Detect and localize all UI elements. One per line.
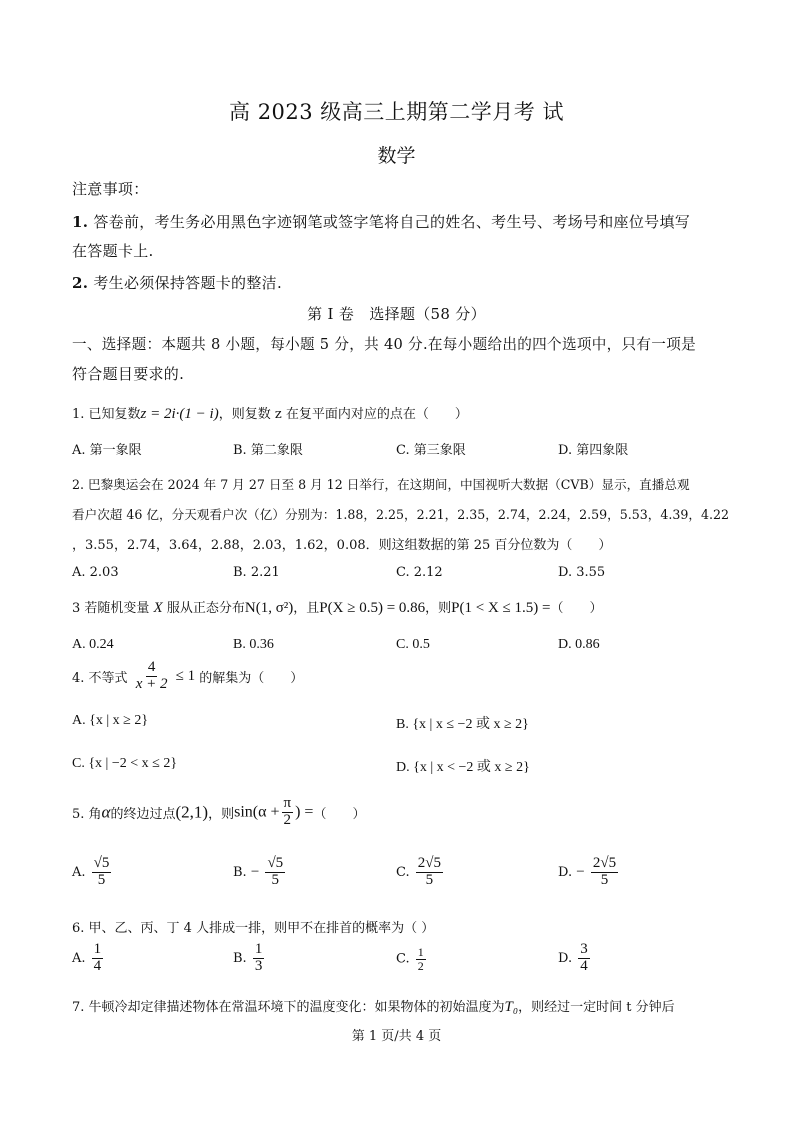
q6-option-c-denominator: 2 bbox=[417, 958, 424, 973]
q6-option-c-label: C. bbox=[396, 951, 410, 967]
q5-option-b-fraction bbox=[265, 856, 285, 889]
question-5-mid: 的终边过点 bbox=[110, 806, 176, 822]
q6-option-b-fraction bbox=[253, 942, 265, 975]
q4-option-b[interactable]: B. {x | x ≤ −2 或 x ≥ 2} bbox=[396, 717, 529, 732]
q3-option-a[interactable]: A. 0.24 bbox=[72, 637, 114, 652]
q6-option-d[interactable] bbox=[558, 942, 592, 975]
question-3-lead: 3 若随机变量 bbox=[72, 601, 150, 616]
notice-item-2-text: 考生必须保持答题卡的整洁. bbox=[93, 274, 283, 292]
q6-option-c-numerator: 1 bbox=[417, 945, 424, 959]
question-4-relation: ≤ 1 bbox=[175, 667, 196, 684]
q5-option-a[interactable] bbox=[72, 856, 113, 889]
question-4-tail: 的解集为（ ） bbox=[199, 670, 304, 686]
q5-option-d-label: D. bbox=[558, 864, 573, 880]
question-5-point: (2,1) bbox=[175, 802, 209, 822]
q4-option-a[interactable]: A. {x | x ≥ 2} bbox=[72, 713, 149, 728]
q5-option-c-denominator: 5 bbox=[425, 871, 434, 888]
q5-option-c[interactable] bbox=[396, 856, 445, 889]
notice-item-1-cont: 在答题卡上. bbox=[72, 242, 154, 260]
q2-option-d[interactable]: D. 3.55 bbox=[558, 565, 606, 580]
q6-option-a-numerator: 1 bbox=[93, 941, 102, 957]
question-4-denominator: x + 2 bbox=[135, 675, 168, 692]
q5-option-a-label: A. bbox=[72, 864, 86, 880]
question-3-mid: 服从正态分布 bbox=[166, 601, 245, 616]
question-3-mid-3: ，则 bbox=[425, 601, 452, 616]
question-4-numerator: 4 bbox=[147, 659, 156, 675]
question-5-lead: 5. 角 bbox=[72, 806, 102, 822]
q4-option-c[interactable]: C. {x | −2 < x ≤ 2} bbox=[72, 756, 178, 771]
notice-item-1-number: 1. bbox=[72, 213, 89, 231]
q5-option-b-numerator: √5 bbox=[267, 855, 284, 871]
question-4 bbox=[72, 660, 303, 693]
q2-option-a[interactable]: A. 2.03 bbox=[72, 565, 119, 580]
q6-option-d-fraction bbox=[578, 942, 590, 975]
question-3-prob-2: P(1 < X ≤ 1.5) = bbox=[451, 600, 551, 616]
question-5-expr-lead: sin(α + bbox=[234, 803, 280, 821]
q1-option-b[interactable]: B. 第二象限 bbox=[233, 443, 303, 458]
q5-option-b-denominator: 5 bbox=[271, 871, 280, 888]
q5-option-b-label: B. bbox=[233, 864, 247, 880]
question-1-formula: z = 2i·(1 − i) bbox=[140, 406, 219, 422]
q5-option-c-numerator: 2√5 bbox=[417, 855, 441, 871]
q1-option-d[interactable]: D. 第四象限 bbox=[558, 443, 629, 458]
notice-item-2 bbox=[72, 272, 282, 293]
question-4-lead: 4. 不等式 bbox=[72, 670, 128, 686]
page-footer: 第 1 页/共 4 页 bbox=[351, 1029, 442, 1044]
q5-option-d-numerator: 2√5 bbox=[592, 855, 617, 871]
question-7-tail: ，则经过一定时间 t 分钟后 bbox=[518, 1000, 675, 1015]
q6-option-a-fraction bbox=[92, 942, 104, 975]
question-5-alpha: α bbox=[101, 802, 111, 822]
subject-title: 数学 bbox=[377, 145, 416, 167]
question-4-fraction bbox=[134, 660, 170, 693]
q5-option-b-sign: − bbox=[250, 863, 260, 880]
q6-option-a-label: A. bbox=[72, 950, 86, 966]
question-3-mid-2: ，且 bbox=[293, 601, 320, 616]
section-intro: 一、选择题：本题共 8 小题，每小题 5 分，共 40 分.在每小题给出的四个选项中，只有一项是 bbox=[72, 336, 696, 353]
question-3-prob-1: P(X ≥ 0.5) = 0.86 bbox=[319, 600, 426, 616]
q6-option-b[interactable] bbox=[233, 942, 266, 975]
q3-option-b[interactable]: B. 0.36 bbox=[233, 637, 274, 652]
q1-option-a[interactable]: A. 第一象限 bbox=[72, 443, 142, 458]
question-2-line-1: 2. 巴黎奥运会在 2024 年 7 月 27 日至 8 月 12 日举行，在这期间，中国视听大数据（CVB）显示，直播总观 bbox=[72, 477, 690, 492]
q5-option-c-label: C. bbox=[396, 864, 410, 880]
q5-option-d[interactable] bbox=[558, 856, 620, 889]
q6-option-c[interactable] bbox=[396, 946, 428, 972]
question-3 bbox=[72, 597, 603, 617]
q2-option-b[interactable]: B. 2.21 bbox=[233, 565, 280, 580]
question-2-line-3: ，3.55，2.74，3.64，2.88，2.03，1.62，0.08．则这组数据的第 25 百分位数为（ ） bbox=[72, 538, 612, 553]
q5-option-a-fraction bbox=[92, 856, 112, 889]
page-title: 高 2023 级高三上期第二学月考 试 bbox=[229, 100, 564, 124]
question-3-tail: （ ） bbox=[550, 601, 603, 616]
question-5 bbox=[72, 796, 365, 829]
q6-option-d-label: D. bbox=[558, 950, 573, 966]
question-7-lead: 7. 牛顿冷却定律描述物体在常温环境下的温度变化：如果物体的初始温度为 bbox=[72, 1000, 505, 1015]
q5-option-a-numerator: √5 bbox=[93, 855, 110, 871]
question-6: 6. 甲、乙、丙、丁 4 人排成一排，则甲不在排首的概率为（ ） bbox=[72, 921, 435, 936]
q4-option-d[interactable]: D. {x | x < −2 或 x ≥ 2} bbox=[396, 760, 530, 775]
question-5-pi-fraction bbox=[282, 796, 294, 829]
section-heading: 第 I 卷 选择题（58 分） bbox=[307, 305, 486, 323]
question-3-distribution: N(1, σ²) bbox=[244, 600, 294, 616]
q2-option-c[interactable]: C. 2.12 bbox=[396, 565, 443, 580]
q5-option-c-fraction bbox=[416, 856, 443, 889]
q5-option-b[interactable] bbox=[233, 856, 287, 889]
question-7-t0: T₀ bbox=[504, 999, 519, 1015]
question-3-variable: X bbox=[153, 600, 163, 616]
question-1 bbox=[72, 403, 468, 423]
question-5-expr-tail: ) = bbox=[295, 803, 314, 821]
q6-option-c-fraction bbox=[416, 946, 426, 972]
question-5-two: 2 bbox=[283, 811, 292, 828]
question-7 bbox=[72, 996, 675, 1016]
q5-option-a-denominator: 5 bbox=[97, 871, 106, 888]
q5-option-d-fraction bbox=[591, 856, 618, 889]
question-5-pi: π bbox=[283, 795, 292, 811]
q6-option-b-numerator: 1 bbox=[254, 941, 263, 957]
notice-item-2-number: 2. bbox=[72, 274, 89, 292]
q6-option-a[interactable] bbox=[72, 942, 105, 975]
question-5-tail: （ ） bbox=[313, 806, 366, 822]
section-intro-cont: 符合题目要求的. bbox=[72, 365, 185, 383]
q6-option-d-numerator: 3 bbox=[580, 941, 588, 957]
q1-option-c[interactable]: C. 第三象限 bbox=[396, 443, 466, 458]
q5-option-d-denominator: 5 bbox=[600, 871, 609, 888]
q6-option-b-label: B. bbox=[233, 950, 247, 966]
q3-option-d[interactable]: D. 0.86 bbox=[558, 637, 600, 652]
notice-heading: 注意事项： bbox=[72, 180, 149, 198]
question-5-mid-2: ，则 bbox=[208, 806, 235, 822]
notice-item-1-text: 答卷前，考生务必用黑色字迹钢笔或签字笔将自己的姓名、考生号、考场号和座位号填写 bbox=[93, 213, 691, 231]
q3-option-c[interactable]: C. 0.5 bbox=[396, 637, 430, 652]
q6-option-d-denominator: 4 bbox=[580, 957, 588, 974]
question-1-lead: 1. 已知复数 bbox=[72, 407, 141, 422]
q6-option-b-denominator: 3 bbox=[254, 957, 263, 974]
notice-item-1 bbox=[72, 211, 690, 232]
q6-option-a-denominator: 4 bbox=[93, 957, 102, 974]
question-2-line-2: 看户次超 46 亿，分天观看户次（亿）分别为：1.88，2.25，2.21，2.35，2.74，2.24，2.59，5.53，4.39，4.22 bbox=[72, 507, 730, 522]
q5-option-d-sign: − bbox=[576, 863, 585, 880]
question-1-tail: ，则复数 z 在复平面内对应的点在（ ） bbox=[218, 407, 468, 422]
